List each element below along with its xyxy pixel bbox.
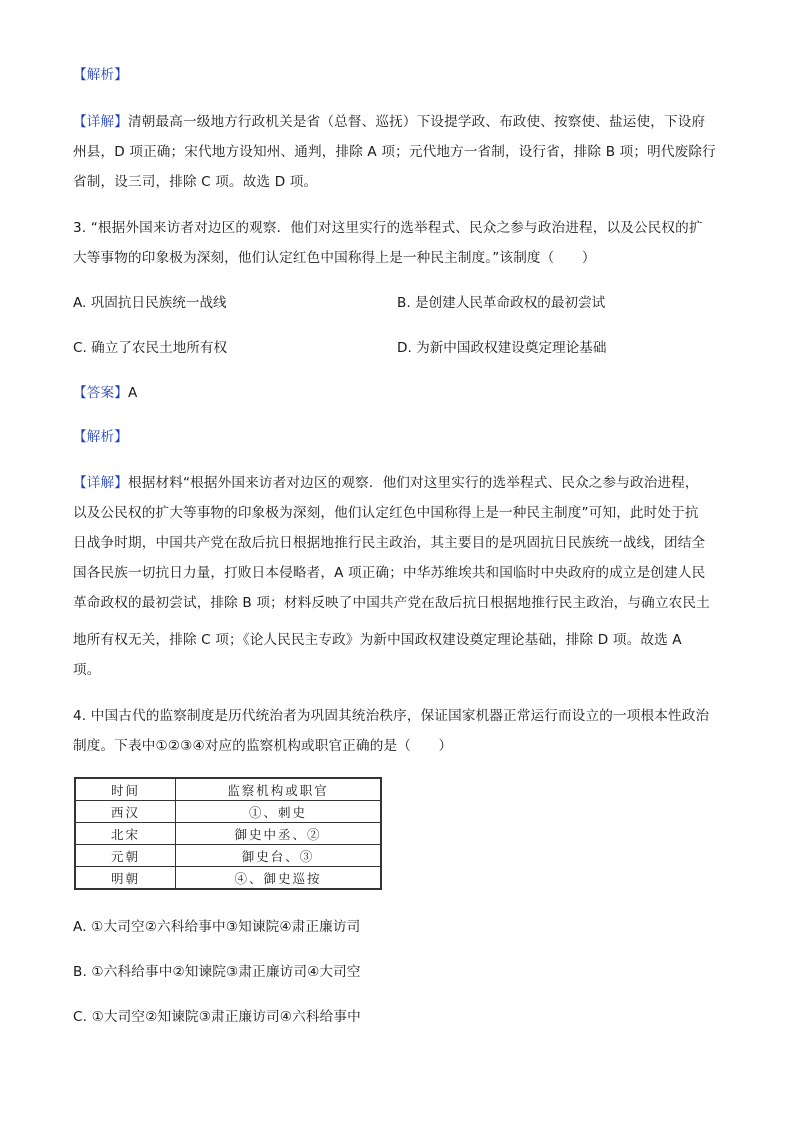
question-4-stem: 4. 中国古代的监察制度是历代统治者为巩固其统治秩序，保证国家机器正常运行而设立的一项根本性政治 (73, 708, 710, 724)
detail-line: 国各民族一切抗日力量，打败日本侵略者，A 项正确；中华苏维埃共和国临时中央政府的成立是创建人民 (73, 565, 706, 581)
table-cell: 西汉 (75, 801, 176, 823)
option-b: B. 是创建人民革命政权的最初尝试 (397, 295, 606, 311)
table-row (75, 801, 381, 823)
analysis-tag: 【解析】 (73, 429, 128, 445)
table-row (75, 823, 381, 845)
question-3-stem: 大等事物的印象极为深刻，他们认定红色中国称得上是一种民主制度。”该制度（ ） (73, 250, 596, 266)
table-cell: 御史中丞、② (176, 823, 382, 845)
detail-line: 日战争时期，中国共产党在敌后抗日根据地推行民主政治，其主要目的是巩固抗日民族统一战线，团结全 (73, 535, 706, 551)
detail-line: 革命政权的最初尝试，排除 B 项；材料反映了中国共产党在敌后抗日根据地推行民主政治，与确立农民土 (73, 595, 710, 611)
detail-line: 州县，D 项正确；宋代地方设知州、通判，排除 A 项；元代地方一省制，设行省，排除 B 项；明代废除行 (73, 144, 716, 160)
question-3-stem: 3. “根据外国来访者对边区的观察．他们对这里实行的选举程式、民众之参与政治进程，以及公民权的扩 (73, 220, 703, 236)
table-cell: 御史台、③ (176, 845, 382, 867)
table-cell: 北宋 (75, 823, 176, 845)
table-cell: ①、刺史 (176, 801, 382, 823)
question-4-stem: 制度。下表中①②③④对应的监察机构或职官正确的是（ ） (73, 738, 453, 754)
detail-line: 以及公民权的扩大等事物的印象极为深刻，他们认定红色中国称得上是一种民主制度”可知，此时处于抗 (73, 505, 699, 521)
analysis-tag: 【解析】 (73, 67, 128, 83)
option-a: A. 巩固抗日民族统一战线 (73, 295, 227, 311)
answer-line (73, 384, 137, 402)
table-cell: 明朝 (75, 867, 176, 890)
option-b: B. ①六科给事中②知谏院③肃正廉访司④大司空 (73, 964, 361, 980)
option-c: C. ①大司空②知谏院③肃正廉访司④六科给事中 (73, 1009, 361, 1025)
supervision-table (74, 777, 382, 890)
option-d: D. 为新中国政权建设奠定理论基础 (397, 340, 607, 356)
detail-line: 地所有权无关，排除 C 项；《论人民民主专政》为新中国政权建设奠定理论基础，排除 D 项。故选 A (73, 632, 682, 648)
detail-line: 项。 (73, 662, 101, 678)
table-header-row (75, 778, 381, 801)
detail-line: 【详解】根据材料“根据外国来访者对边区的观察．他们对这里实行的选举程式、民众之参与政治进程， (73, 475, 699, 491)
table-header-cell: 监察机构或职官 (176, 778, 382, 801)
detail-tag: 【详解】 (73, 114, 128, 130)
table-cell: ④、御史巡按 (176, 867, 382, 890)
option-a: A. ①大司空②六科给事中③知谏院④肃正廉访司 (73, 919, 361, 935)
detail-line: 省制，设三司，排除 C 项。故选 D 项。 (73, 174, 318, 190)
table-cell: 元朝 (75, 845, 176, 867)
table-row (75, 845, 381, 867)
detail-line: 【详解】清朝最高一级地方行政机关是省（总督、巡抚）下设提学政、布政使、按察使、盐运使，下设府 (73, 114, 706, 130)
answer-tag: 【答案】 (73, 385, 128, 401)
detail-tag: 【详解】 (73, 475, 128, 491)
table-row (75, 867, 381, 890)
option-c: C. 确立了农民土地所有权 (73, 340, 228, 356)
answer-value: A (127, 385, 138, 401)
table-header-cell: 时间 (75, 778, 176, 801)
